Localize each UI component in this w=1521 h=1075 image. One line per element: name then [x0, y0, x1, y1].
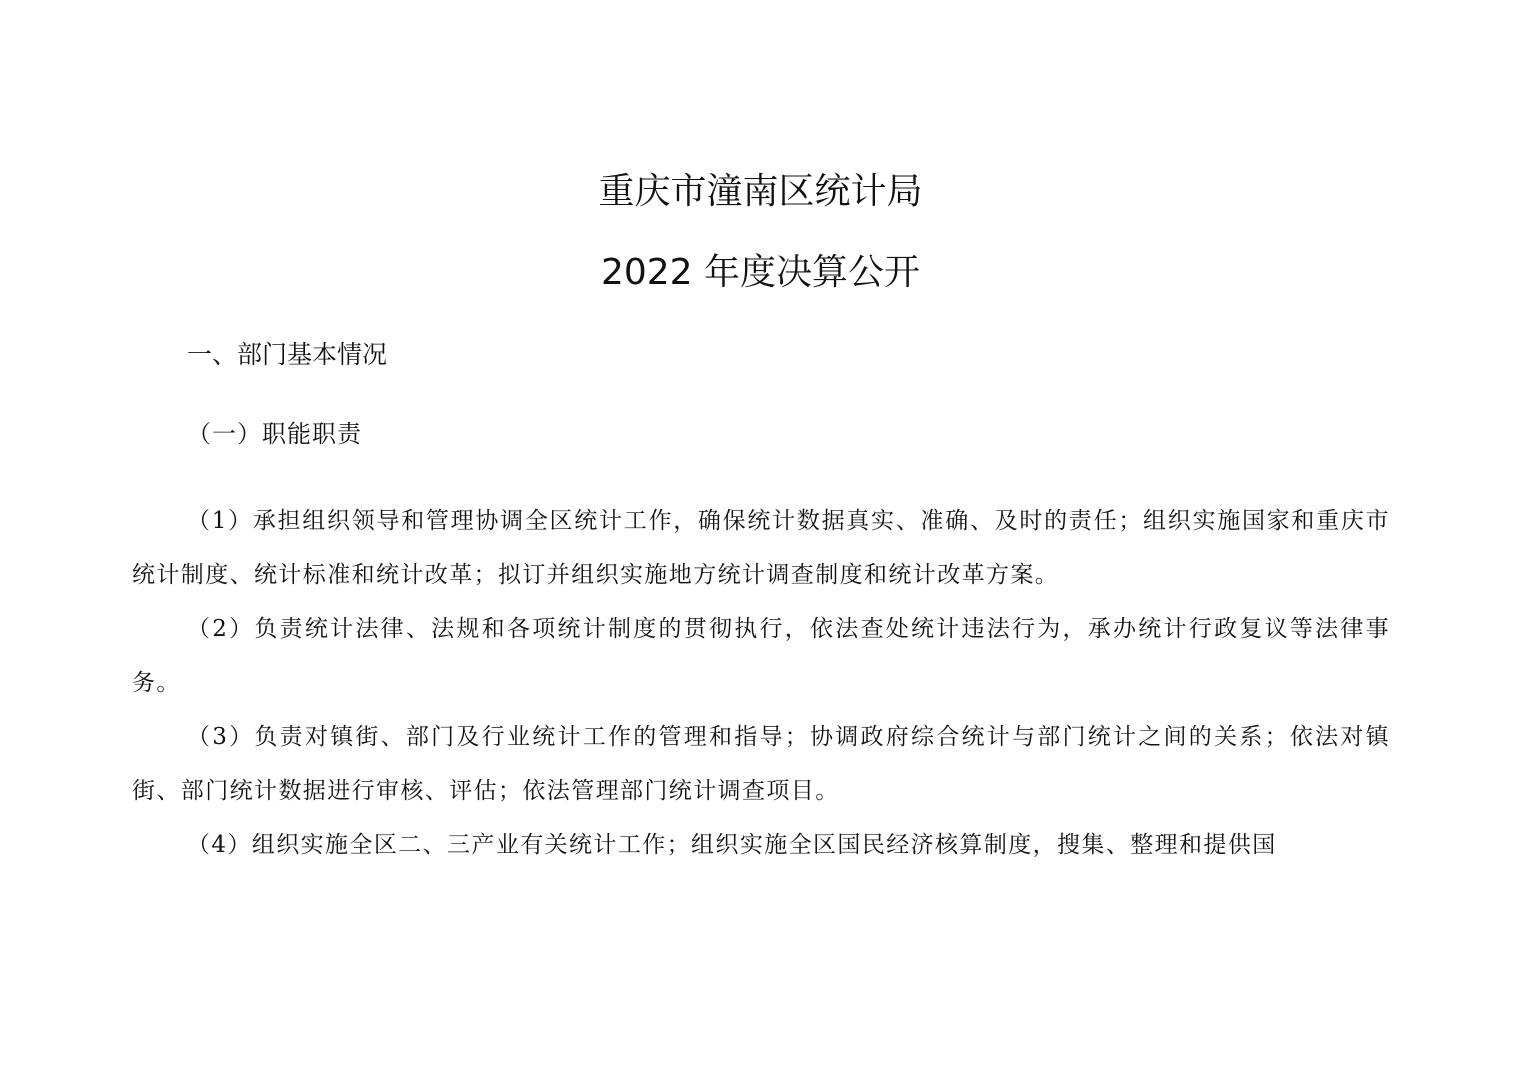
body-text	[132, 494, 1390, 872]
paragraph-1: （1）承担组织领导和管理协调全区统计工作，确保统计数据真实、准确、及时的责任；组织实施国家和重庆市统计制度、统计标准和统计改革；拟订并组织实施地方统计调查制度和统计改革方案。	[132, 508, 1390, 588]
paragraph-3: （3）负责对镇街、部门及行业统计工作的管理和指导；协调政府综合统计与部门统计之间的关系；依法对镇街、部门统计数据进行审核、评估；依法管理部门统计调查项目。	[132, 724, 1390, 804]
section-heading: 一、部门基本情况	[187, 340, 388, 369]
paragraph-4: （4）组织实施全区二、三产业有关统计工作；组织实施全区国民经济核算制度，搜集、整理和提供国	[187, 832, 1277, 858]
paragraph-2: （2）负责统计法律、法规和各项统计制度的贯彻执行，依法查处统计违法行为，承办统计行政复议等法律事务。	[132, 616, 1390, 696]
document-subtitle: 2022 年度决算公开	[600, 252, 921, 293]
subsection-heading: （一）职能职责	[187, 420, 362, 448]
document-title: 重庆市潼南区统计局	[598, 171, 923, 212]
